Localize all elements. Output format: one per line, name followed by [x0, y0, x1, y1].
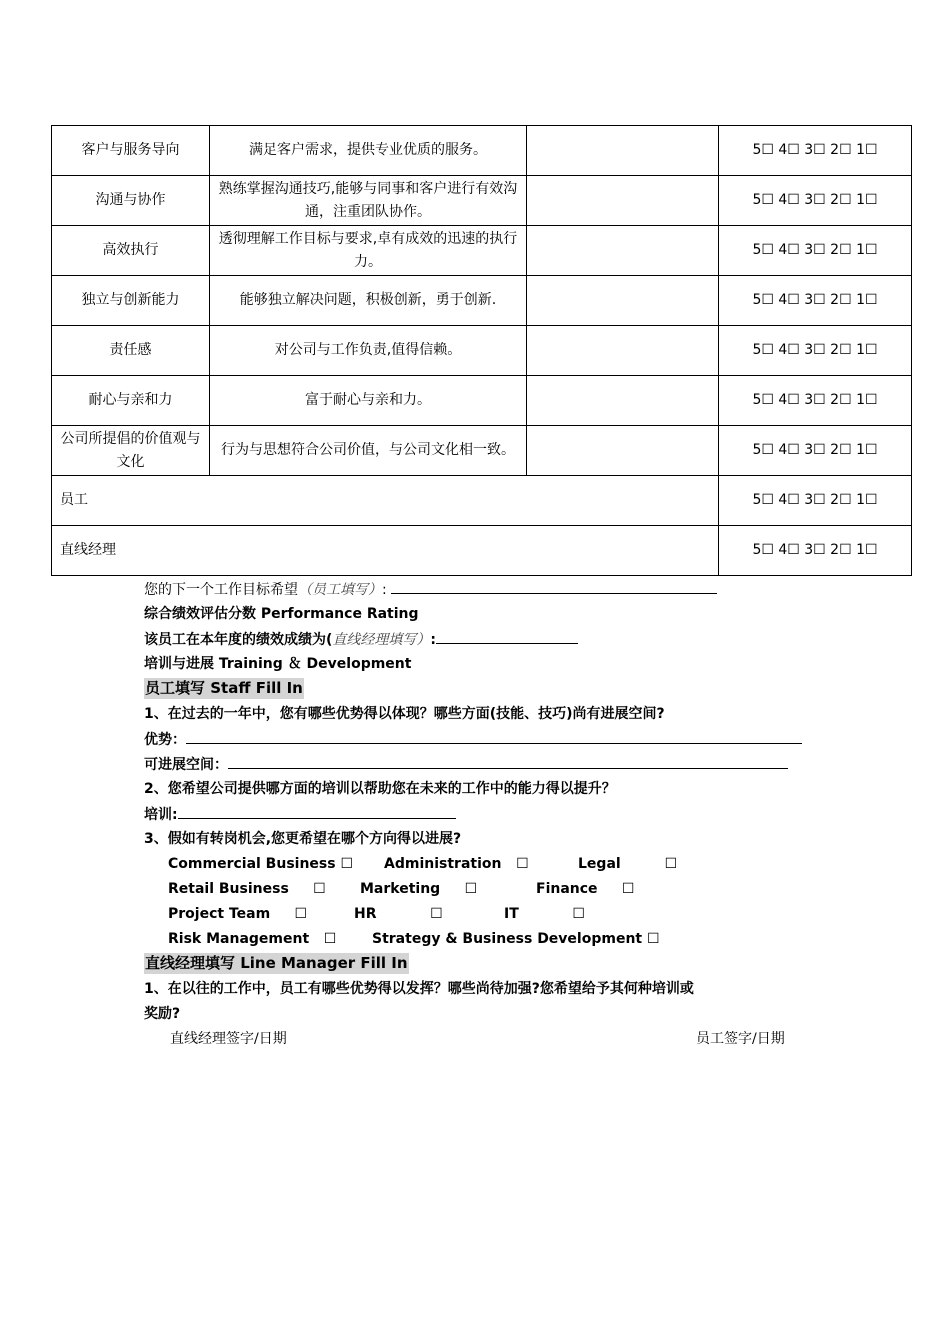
rating-checkboxes[interactable]: 5☐ 4☐ 3☐ 2☐ 1☐	[719, 276, 912, 326]
option-row	[168, 927, 824, 952]
category-cell: 耐心与亲和力	[52, 376, 210, 426]
category-cell: 责任感	[52, 326, 210, 376]
description-cell: 富于耐心与亲和力。	[210, 376, 527, 426]
comment-cell[interactable]	[527, 326, 719, 376]
improve-line	[144, 752, 824, 777]
training-line	[144, 802, 824, 827]
training-heading: 培训与进展 Training ＆ Development	[144, 656, 412, 672]
strength-label: 优势：	[144, 732, 186, 748]
category-cell: 客户与服务导向	[52, 126, 210, 176]
rating-checkboxes[interactable]: 5☐ 4☐ 3☐ 2☐ 1☐	[719, 326, 912, 376]
option-row	[168, 852, 824, 877]
table-row	[52, 276, 912, 326]
annual-result-colon: :	[430, 632, 437, 648]
staff-signature-label[interactable]: 员工签字/日期	[696, 1031, 785, 1047]
question-3: 3、假如有转岗机会,您更希望在哪个方向得以进展?	[144, 831, 462, 847]
table-row	[52, 426, 912, 476]
staff-section-heading: 员工填写 Staff Fill In	[145, 679, 303, 697]
option-retail-business[interactable]: Retail Business ☐	[168, 877, 360, 902]
table-row	[52, 176, 912, 226]
checkbox-icon[interactable]: ☐	[340, 856, 354, 872]
training-label: 培训:	[144, 807, 178, 823]
comment-cell[interactable]	[527, 226, 719, 276]
option-project-team[interactable]: Project Team ☐	[168, 902, 354, 927]
table-row	[52, 326, 912, 376]
checkbox-icon[interactable]: ☐	[516, 856, 529, 872]
option-risk-management[interactable]: Risk Management ☐	[168, 927, 372, 952]
checkbox-icon[interactable]: ☐	[664, 856, 678, 872]
manager-signature-label[interactable]: 直线经理签字/日期	[170, 1031, 287, 1047]
strength-field[interactable]	[186, 727, 802, 744]
checkbox-icon[interactable]: ☐	[621, 881, 635, 897]
comment-cell[interactable]	[527, 126, 719, 176]
rating-checkboxes[interactable]: 5☐ 4☐ 3☐ 2☐ 1☐	[719, 426, 912, 476]
table-row	[52, 376, 912, 426]
description-cell: 能够独立解决问题，积极创新，勇于创新.	[210, 276, 527, 326]
comment-cell[interactable]	[527, 376, 719, 426]
description-cell: 对公司与工作负责,值得信赖。	[210, 326, 527, 376]
next-goal-label: 您的下一个工作目标希望	[144, 582, 298, 598]
checkbox-icon[interactable]: ☐	[294, 906, 308, 922]
improve-field[interactable]	[228, 752, 788, 769]
checkbox-icon[interactable]: ☐	[572, 906, 585, 922]
option-administration[interactable]: Administration ☐	[384, 852, 578, 877]
rating-checkboxes[interactable]: 5☐ 4☐ 3☐ 2☐ 1☐	[719, 226, 912, 276]
evaluation-table	[51, 125, 912, 576]
summary-label: 直线经理	[52, 526, 719, 576]
option-strategy-business-development[interactable]: Strategy & Business Development ☐	[372, 927, 660, 952]
next-goal-line	[144, 577, 824, 602]
annual-result-note: 直线经理填写）	[332, 632, 431, 648]
description-cell: 熟练掌握沟通技巧,能够与同事和客户进行有效沟通，注重团队协作。	[210, 176, 527, 226]
manager-section-line	[144, 952, 824, 977]
question-1: 1、在过去的一年中，您有哪些优势得以体现？哪些方面(技能、技巧)尚有进展空间?	[144, 706, 665, 722]
summary-row-staff	[52, 476, 912, 526]
manager-question-1: 1、在以往的工作中，员工有哪些优势得以发挥？哪些尚待加强?您希望给予其何种培训或	[144, 981, 694, 997]
strength-line	[144, 727, 824, 752]
comment-cell[interactable]	[527, 426, 719, 476]
checkbox-icon[interactable]: ☐	[430, 906, 443, 922]
rating-heading: 综合绩效评估分数 Performance Rating	[144, 606, 419, 622]
improve-label: 可进展空间：	[144, 757, 228, 773]
staff-section-line	[144, 677, 824, 702]
manager-question-1-cont: 奖励?	[144, 1006, 181, 1022]
next-goal-field[interactable]	[391, 577, 717, 594]
annual-result-line	[144, 627, 824, 652]
signature-line	[144, 1027, 824, 1052]
rating-checkboxes[interactable]: 5☐ 4☐ 3☐ 2☐ 1☐	[719, 126, 912, 176]
annual-result-field[interactable]	[436, 627, 578, 644]
option-row	[168, 902, 824, 927]
appraisal-form	[144, 577, 824, 1052]
training-field[interactable]	[178, 802, 456, 819]
option-marketing[interactable]: Marketing ☐	[360, 877, 536, 902]
description-cell: 满足客户需求，提供专业优质的服务。	[210, 126, 527, 176]
question-2: 2、您希望公司提供哪方面的培训以帮助您在未来的工作中的能力得以提升？	[144, 781, 616, 797]
rating-checkboxes[interactable]: 5☐ 4☐ 3☐ 2☐ 1☐	[719, 376, 912, 426]
option-legal[interactable]: Legal ☐	[578, 852, 677, 877]
comment-cell[interactable]	[527, 176, 719, 226]
next-goal-colon: :	[382, 582, 387, 598]
category-cell: 公司所提倡的价值观与文化	[52, 426, 210, 476]
description-cell: 行为与思想符合公司价值，与公司文化相一致。	[210, 426, 527, 476]
checkbox-icon[interactable]: ☐	[323, 931, 337, 947]
summary-label: 员工	[52, 476, 719, 526]
description-cell: 透彻理解工作目标与要求,卓有成效的迅速的执行力。	[210, 226, 527, 276]
category-cell: 高效执行	[52, 226, 210, 276]
rating-checkboxes[interactable]: 5☐ 4☐ 3☐ 2☐ 1☐	[719, 176, 912, 226]
checkbox-icon[interactable]: ☐	[646, 931, 660, 947]
table-row	[52, 226, 912, 276]
comment-cell[interactable]	[527, 276, 719, 326]
option-row	[168, 877, 824, 902]
option-hr[interactable]: HR ☐	[354, 902, 504, 927]
category-cell: 沟通与协作	[52, 176, 210, 226]
checkbox-icon[interactable]: ☐	[313, 881, 326, 897]
manager-section-heading: 直线经理填写 Line Manager Fill In	[145, 954, 408, 972]
summary-row-manager	[52, 526, 912, 576]
next-goal-note: （员工填写）	[298, 582, 382, 598]
category-cell: 独立与创新能力	[52, 276, 210, 326]
rating-checkboxes[interactable]: 5☐ 4☐ 3☐ 2☐ 1☐	[719, 476, 912, 526]
annual-result-label: 该员工在本年度的绩效成绩为(	[144, 632, 333, 648]
table-row	[52, 126, 912, 176]
option-it[interactable]: IT ☐	[504, 902, 585, 927]
option-finance[interactable]: Finance ☐	[536, 877, 634, 902]
checkbox-icon[interactable]: ☐	[464, 881, 478, 897]
rating-checkboxes[interactable]: 5☐ 4☐ 3☐ 2☐ 1☐	[719, 526, 912, 576]
option-commercial-business[interactable]: Commercial Business ☐	[168, 852, 384, 877]
